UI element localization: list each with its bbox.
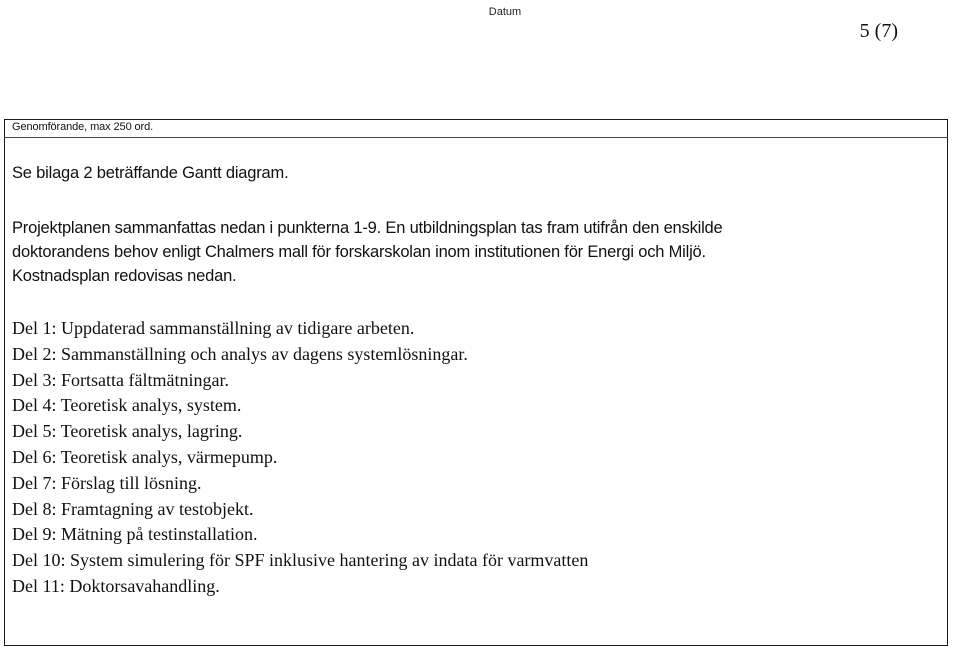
page-number: 5 (7) [859,20,898,42]
list-item: Del 5: Teoretisk analys, lagring. [12,421,243,442]
list-item: Del 2: Sammanställning och analys av dagens systemlösningar. [12,343,468,364]
list-item: Del 11: Doktorsavahandling. [12,575,220,596]
list-item: Del 3: Fortsatta fältmätningar. [12,369,229,390]
list-item: Del 6: Teoretisk analys, värmepump. [12,446,278,467]
list-item: Del 9: Mätning på testinstallation. [12,524,258,545]
summary-line: Kostnadsplan redovisas nedan. [12,267,237,285]
summary-line: doktorandens behov enligt Chalmers mall för forskarskolan inom institutionen för Energi och Miljö. [12,243,706,261]
project-parts-list [12,316,588,600]
section-label: Genomförande, max 250 ord. [12,121,154,133]
gantt-note: Se bilaga 2 beträffande Gantt diagram. [12,164,289,182]
header-date-label: Datum [488,6,522,18]
list-item: Del 7: Förslag till lösning. [12,472,202,493]
section-label-divider [4,137,948,138]
summary-line: Projektplanen sammanfattas nedan i punkterna 1-9. En utbildningsplan tas fram utifrån den enskilde [12,219,723,237]
list-item: Del 4: Teoretisk analys, system. [12,395,242,416]
list-item: Del 10: System simulering för SPF inklusive hantering av indata för varmvatten [12,550,589,571]
list-item: Del 1: Uppdaterad sammanställning av tidigare arbeten. [12,318,415,338]
list-item: Del 8: Framtagning av testobjekt. [12,498,254,519]
